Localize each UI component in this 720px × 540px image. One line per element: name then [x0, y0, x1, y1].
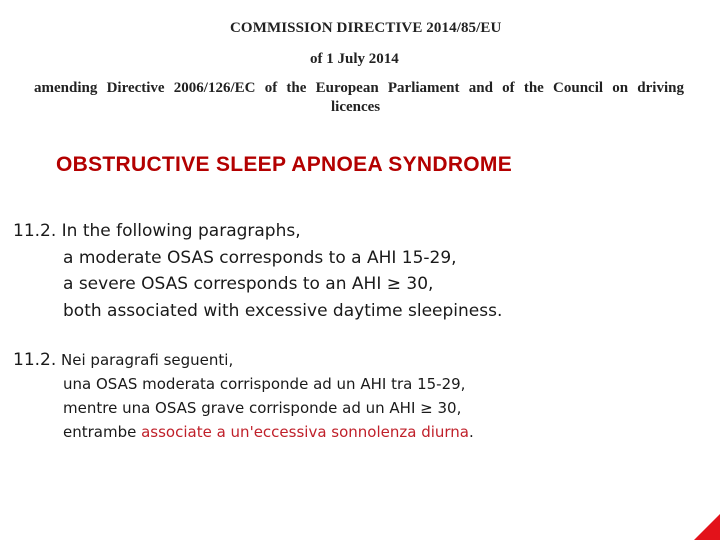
italian-paragraph [13, 348, 474, 444]
english-intro-line [13, 218, 502, 245]
italian-section-number: 11.2. [13, 350, 57, 370]
english-section-number: 11.2. [13, 221, 57, 241]
directive-title: COMMISSION DIRECTIVE 2014/85/EU [230, 20, 502, 36]
slide-title: OBSTRUCTIVE SLEEP APNOEA SYNDROME [56, 153, 513, 176]
subtitle-word: Parliament [387, 80, 460, 96]
subtitle-word: driving [637, 80, 684, 96]
italian-intro-line [13, 348, 474, 372]
italian-line-severe: mentre una OSAS grave corrisponde ad un AHI ≥ 30, [63, 399, 462, 417]
english-line-sleepiness: both associated with excessive daytime sleepiness. [63, 300, 503, 321]
subtitle-word: of [264, 80, 278, 96]
italian-line-sleepiness [13, 420, 474, 444]
subtitle-word: Council [553, 80, 604, 96]
directive-header-image [0, 14, 720, 124]
subtitle-word: the [523, 80, 544, 96]
subtitle-word: of [502, 80, 515, 96]
subtitle-word: 2006/126/EC [173, 80, 256, 96]
subtitle-word: European [315, 80, 379, 96]
subtitle-word: amending [34, 80, 98, 96]
directive-subtitle-end: licences [331, 99, 381, 115]
italian-line-moderate: una OSAS moderata corrisponde ad un AHI tra 15-29, [63, 375, 466, 393]
italian-intro: Nei paragrafi seguenti, [56, 351, 234, 369]
english-line-moderate: a moderate OSAS corresponds to a AHI 15-29, [63, 247, 457, 268]
subtitle-word: on [612, 80, 629, 96]
directive-subtitle [34, 80, 684, 97]
corner-triangle-decoration [694, 514, 720, 540]
italian-highlight: associate a un'eccessiva sonnolenza diurna [141, 423, 469, 441]
english-paragraph [13, 218, 502, 324]
italian-line4-prefix: entrambe [63, 423, 142, 441]
subtitle-word: the [286, 80, 307, 96]
subtitle-word: Directive [106, 80, 165, 96]
english-line-severe: a severe OSAS corresponds to an AHI ≥ 30, [63, 274, 434, 294]
english-intro: In the following paragraphs, [56, 221, 301, 241]
subtitle-word: and [468, 80, 493, 96]
directive-date: of 1 July 2014 [310, 51, 399, 67]
italian-line4-suffix: . [469, 423, 474, 441]
